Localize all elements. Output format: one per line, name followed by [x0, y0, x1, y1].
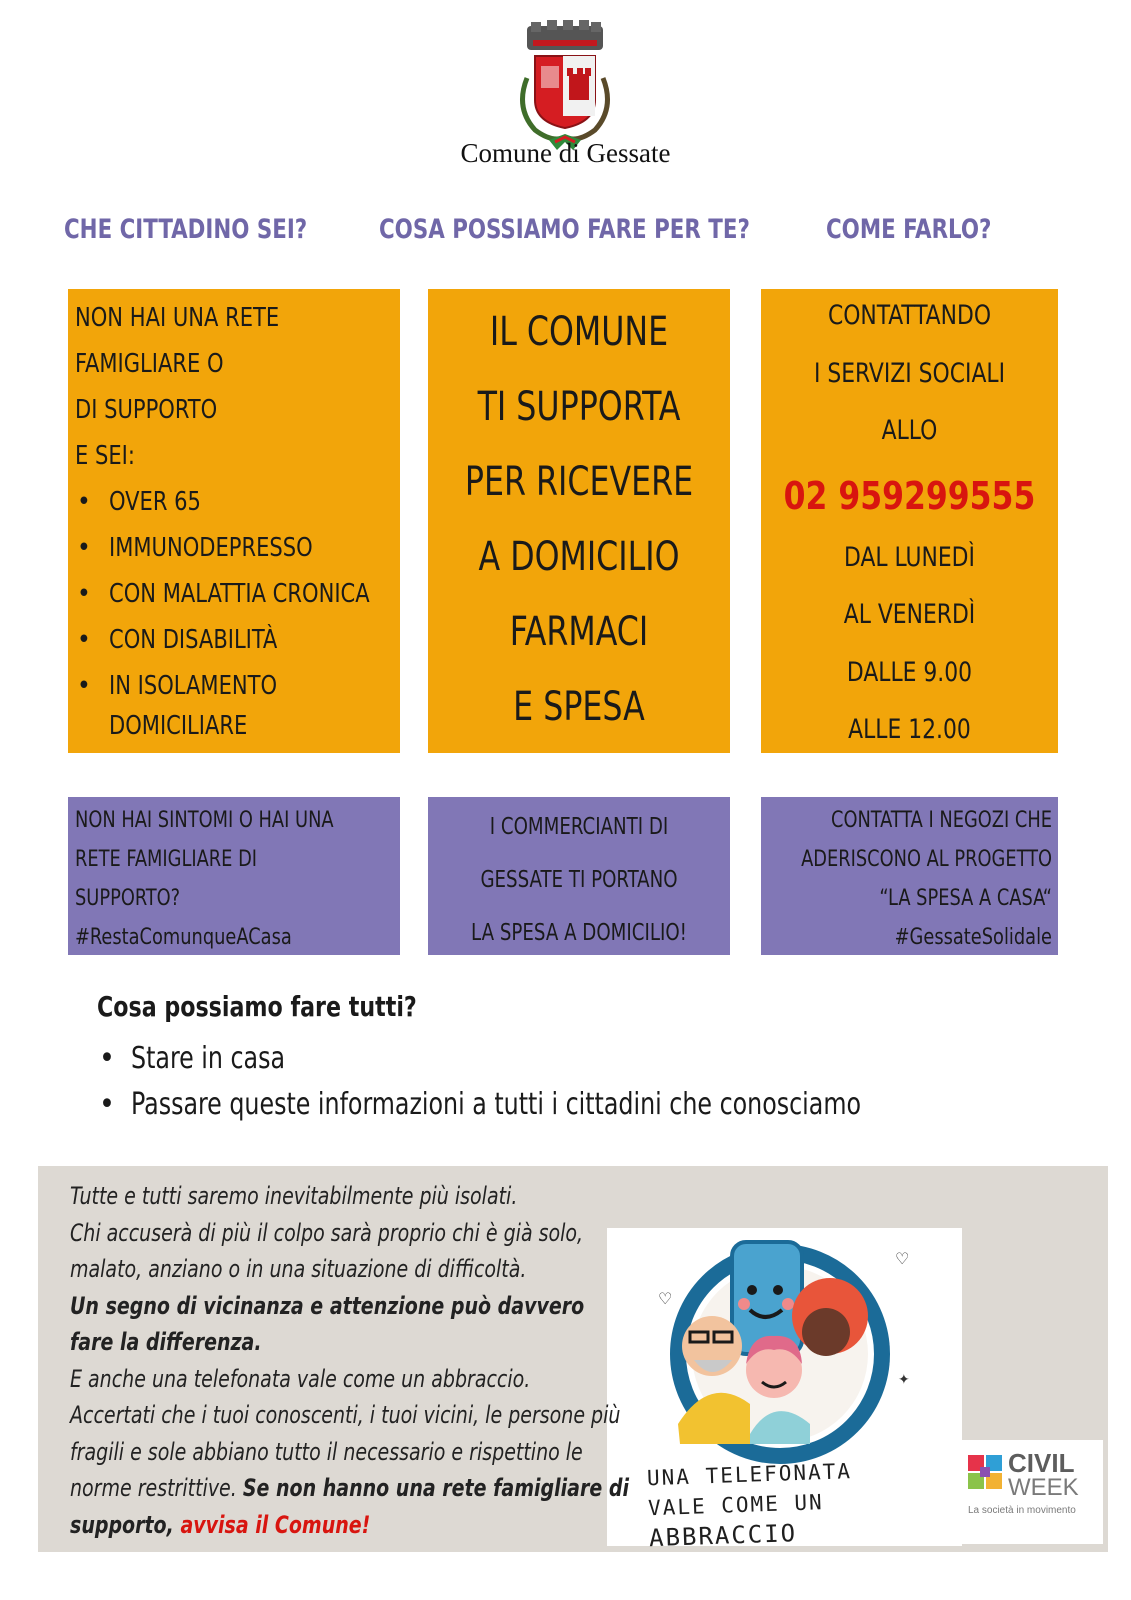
civil-week-name: CIVIL [1008, 1448, 1075, 1478]
caption-line: ABBRACCIO [648, 1519, 798, 1553]
home-delivery-support-box [428, 289, 730, 753]
support-line: TI SUPPORTA [477, 384, 681, 430]
column-heading-how: COME FARLO? [826, 214, 992, 245]
support-line: A DOMICILIO [478, 534, 680, 580]
contact-shops-line: ADERISCONO AL PROGETTO [801, 846, 1052, 872]
message-line: E anche una telefonata vale come un abbraccio. [70, 1364, 531, 1393]
hashtag-resta-a-casa: #RestaComunqueACasa [75, 924, 292, 950]
list-item: • CON DISABILITÀ [75, 617, 400, 663]
contact-line: ALLO [881, 415, 938, 446]
message-line: malato, anziano o in una situazione di difficoltà. [70, 1255, 527, 1283]
list-item: • Stare in casa [97, 1036, 961, 1082]
eligibility-intro-line: DI SUPPORTO [75, 395, 218, 425]
eligibility-list [75, 479, 400, 749]
support-line: FARMACI [509, 609, 649, 655]
caption-line: UNA TELEFONATA [646, 1459, 853, 1491]
eligibility-intro-line: NON HAI UNA RETE [75, 303, 280, 333]
list-item: • OVER 65 [75, 479, 400, 525]
no-symptoms-line: RETE FAMIGLIARE DI [75, 846, 258, 872]
contact-shops-line: CONTATTA I NEGOZI CHE [831, 807, 1052, 833]
civil-week-logo-icon [968, 1455, 1002, 1489]
message-text [70, 1178, 705, 1543]
everyone-list [97, 1036, 961, 1128]
civil-week-week: WEEK [1008, 1474, 1079, 1501]
hours-line: AL VENERDÌ [843, 599, 976, 630]
svg-text:♡: ♡ [658, 1289, 673, 1308]
hours-line: DALLE 9.00 [846, 656, 973, 688]
shops-line: I COMMERCIANTI DI [489, 814, 669, 840]
coat-of-arms-icon [505, 18, 625, 158]
column-heading-what: COSA POSSIAMO FARE PER TE? [379, 214, 750, 245]
message-line: Chi accuserà di più il colpo sarà proprio chi è già solo, [70, 1218, 584, 1247]
eligibility-intro-line: E SEI: [75, 441, 135, 471]
message-line: supporto, avvisa il Comune! [70, 1510, 371, 1539]
message-line: fragili e sole abbiano tutto il necessario e rispettino le [70, 1437, 583, 1466]
support-line: PER RICEVERE [464, 459, 694, 505]
support-line: IL COMUNE [489, 309, 669, 355]
hashtag-gessate-solidale: #GessateSolidale [894, 924, 1052, 950]
message-line: Accertati che i tuoi conoscenti, i tuoi vicini, le persone più [70, 1401, 621, 1429]
message-line: Tutte e tutti saremo inevitabilmente più isolati. [70, 1182, 518, 1210]
list-item: • Passare queste informazioni a tutti i cittadini che conosciamo [97, 1082, 961, 1128]
civil-week-tagline: La società in movimento [968, 1505, 1076, 1516]
illustration-caption [647, 1453, 950, 1553]
eligibility-intro-line: FAMIGLIARE O [75, 349, 224, 379]
message-line: norme restrittive. Se non hanno una rete famigliare di [70, 1474, 629, 1502]
phone-hug-illustration-icon [640, 1234, 940, 1464]
shops-line: LA SPESA A DOMICILIO! [471, 920, 687, 946]
list-item: • IMMUNODEPRESSO [75, 525, 400, 571]
project-name: “LA SPESA A CASA“ [879, 885, 1052, 911]
shops-delivery-box [428, 797, 730, 955]
svg-text:♡: ♡ [895, 1249, 910, 1268]
everyone-section-title: Cosa possiamo fare tutti? [97, 990, 417, 1023]
hours-line: ALLE 12.00 [848, 714, 971, 745]
contact-line: I SERVIZI SOCIALI [813, 357, 1006, 389]
no-symptoms-box [68, 797, 400, 955]
column-heading-who: CHE CITTADINO SEI? [64, 214, 308, 245]
message-line: fare la differenza. [70, 1328, 262, 1356]
list-item: • CON MALATTIA CRONICA [75, 571, 400, 617]
phone-number[interactable]: 02 959299555 [783, 473, 1036, 518]
contact-shops-box [761, 797, 1058, 955]
support-line: E SPESA [513, 684, 645, 730]
eligible-citizens-box [68, 289, 400, 753]
caption-line: VALE COME UN [647, 1490, 825, 1521]
message-line: Un segno di vicinanza e attenzione può davvero [70, 1291, 585, 1320]
list-item: • IN ISOLAMENTO DOMICILIARE [75, 663, 400, 749]
no-symptoms-line: NON HAI SINTOMI O HAI UNA [75, 807, 334, 833]
shops-line: GESSATE TI PORTANO [480, 867, 678, 893]
svg-text:✦: ✦ [898, 1372, 910, 1388]
contact-line: CONTATTANDO [827, 300, 992, 331]
no-symptoms-line: SUPPORTO? [75, 885, 181, 911]
municipality-name: Comune di Gessate [460, 138, 671, 168]
contact-social-services-box [761, 289, 1058, 753]
hours-line: DAL LUNEDÌ [844, 541, 975, 573]
